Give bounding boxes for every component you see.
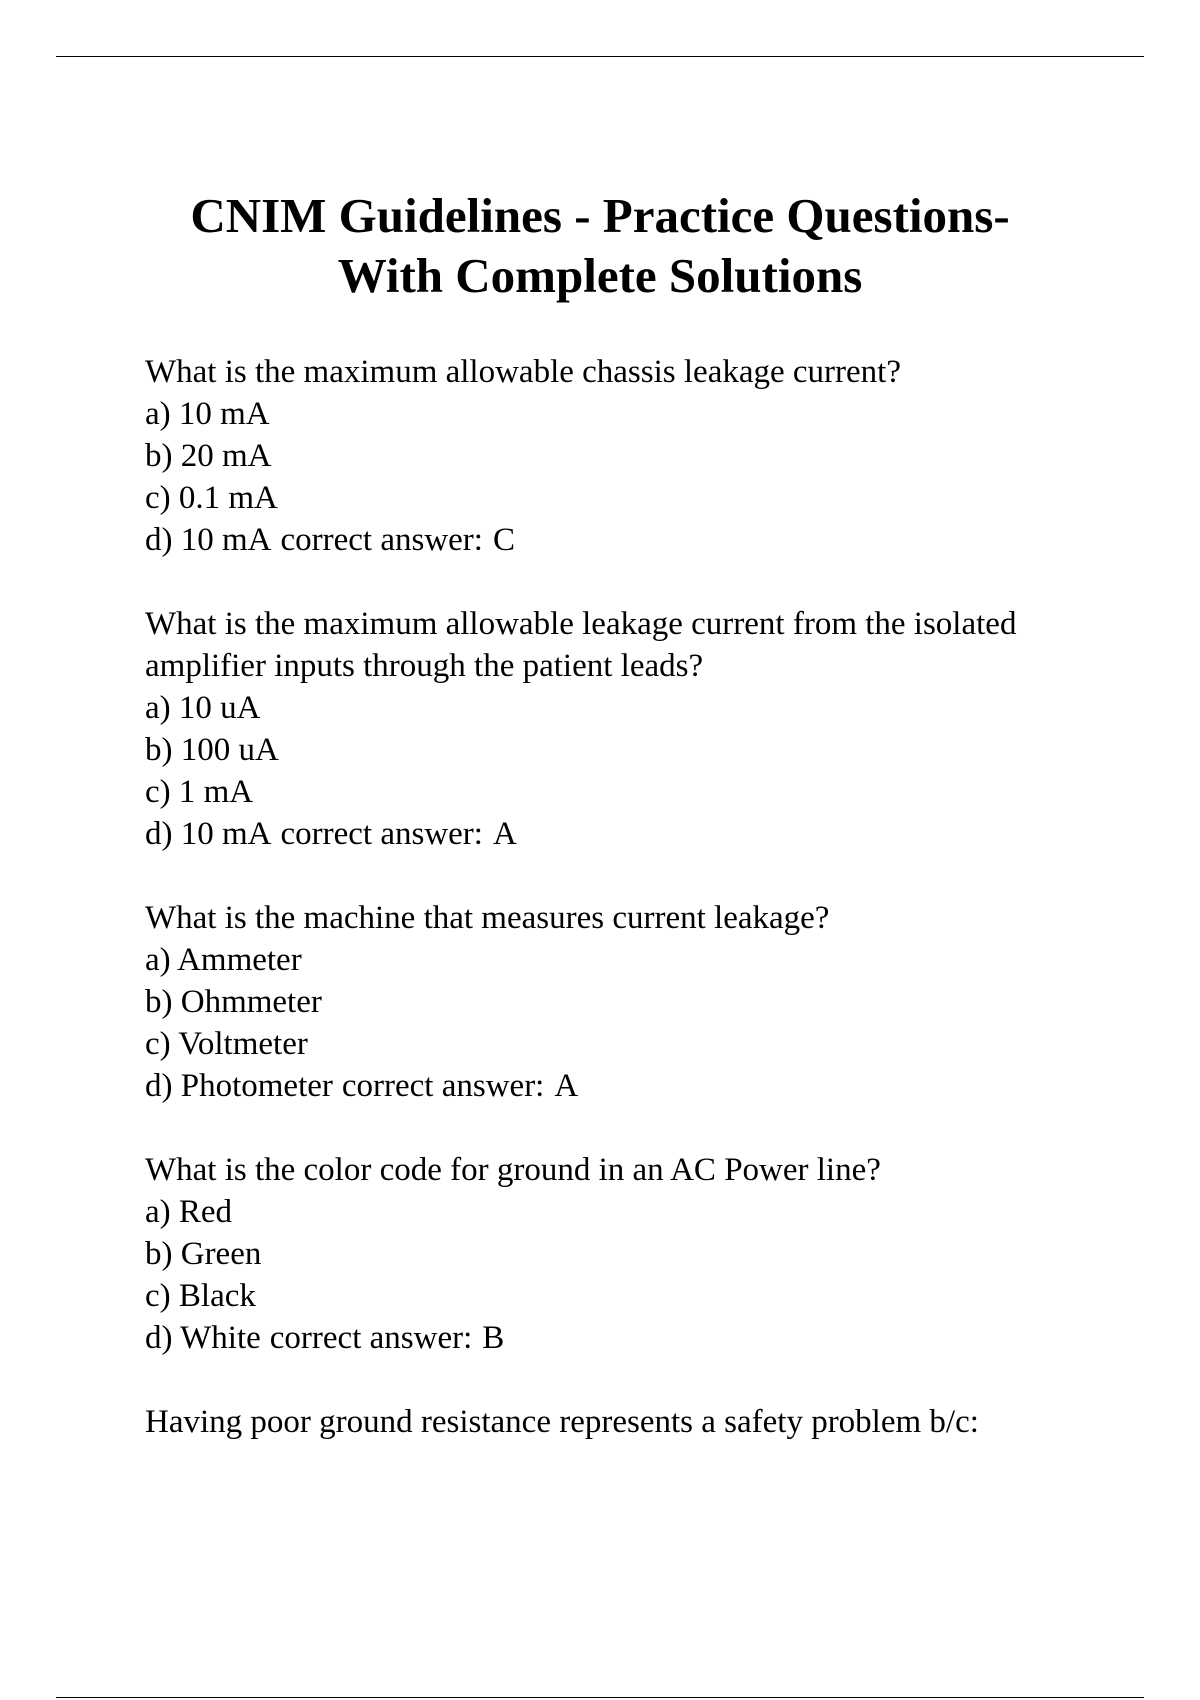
questions-list bbox=[145, 351, 1145, 1485]
bottom-rule bbox=[56, 1697, 1144, 1698]
question-1 bbox=[145, 351, 1145, 561]
question-2 bbox=[145, 603, 1145, 855]
option-d-with-answer bbox=[145, 813, 1145, 855]
title-line-1: CNIM Guidelines - Practice Questions- bbox=[190, 188, 1010, 243]
question-4 bbox=[145, 1149, 1145, 1359]
question-text: Having poor ground resistance represents a safety problem b/c: bbox=[145, 1404, 979, 1440]
option-b: b) 20 mA bbox=[145, 438, 272, 474]
question-text: What is the maximum allowable leakage current from the isolated amplifier inputs through the patient leads? bbox=[145, 606, 1017, 684]
option-d: d) Photometer bbox=[145, 1068, 333, 1104]
option-c: c) Voltmeter bbox=[145, 1026, 308, 1062]
question-text: What is the color code for ground in an AC Power line? bbox=[145, 1152, 881, 1188]
option-c: c) 1 mA bbox=[145, 774, 254, 810]
question-5 bbox=[145, 1401, 1145, 1443]
option-a: a) Ammeter bbox=[145, 942, 302, 978]
answer-label: correct answer: bbox=[269, 1320, 473, 1356]
option-d: d) White bbox=[145, 1320, 261, 1356]
option-d-with-answer bbox=[145, 519, 1145, 561]
option-b: b) Ohmmeter bbox=[145, 984, 322, 1020]
option-d-with-answer bbox=[145, 1317, 1145, 1359]
answer-value: B bbox=[482, 1320, 505, 1356]
answer-label: correct answer: bbox=[280, 522, 483, 558]
answer-label: correct answer: bbox=[280, 816, 483, 852]
question-3 bbox=[145, 897, 1145, 1107]
question-text: What is the maximum allowable chassis leakage current? bbox=[145, 354, 901, 390]
answer-label: correct answer: bbox=[341, 1068, 545, 1104]
option-a: a) 10 uA bbox=[145, 690, 261, 726]
answer-value: A bbox=[492, 816, 517, 852]
answer-value: A bbox=[554, 1068, 579, 1104]
option-d-with-answer bbox=[145, 1065, 1145, 1107]
option-d: d) 10 mA bbox=[145, 522, 272, 558]
answer-value: C bbox=[492, 522, 515, 558]
option-b: b) Green bbox=[145, 1236, 262, 1272]
option-a: a) 10 mA bbox=[145, 396, 270, 432]
question-text: What is the machine that measures current leakage? bbox=[145, 900, 830, 936]
top-rule bbox=[56, 56, 1144, 57]
page-title bbox=[56, 186, 1144, 306]
option-c: c) Black bbox=[145, 1278, 256, 1314]
option-b: b) 100 uA bbox=[145, 732, 279, 768]
option-c: c) 0.1 mA bbox=[145, 480, 278, 516]
option-d: d) 10 mA bbox=[145, 816, 272, 852]
title-line-2: With Complete Solutions bbox=[337, 248, 863, 303]
option-a: a) Red bbox=[145, 1194, 233, 1230]
